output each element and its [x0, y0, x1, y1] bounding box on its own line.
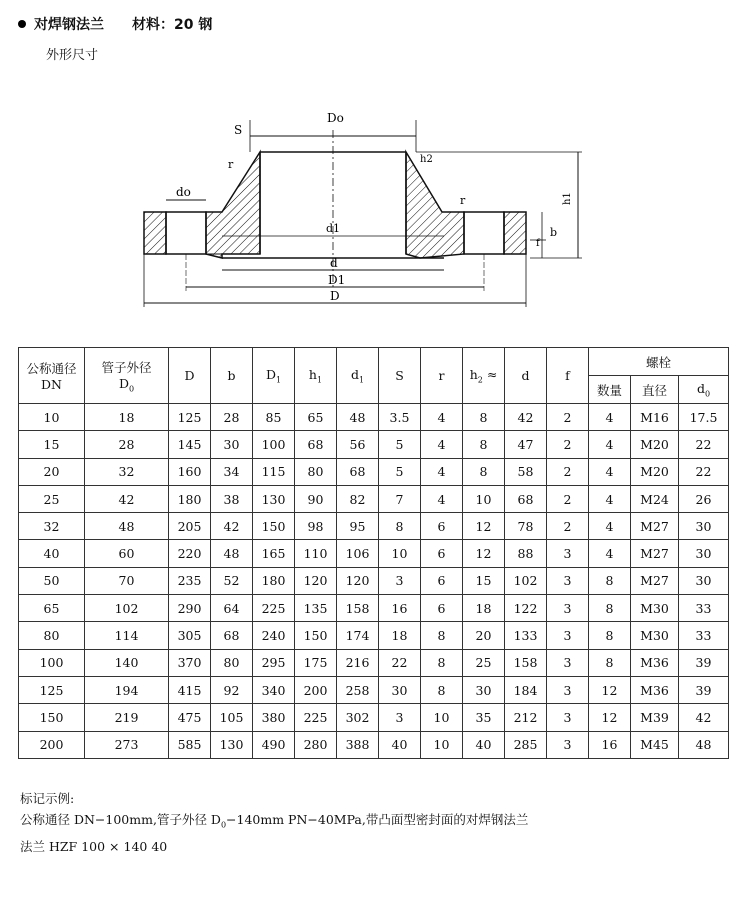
table-cell: 3: [547, 595, 589, 622]
table-cell: 125: [19, 676, 85, 703]
col-d0-header: 管子外径 $D_0$: [85, 348, 169, 404]
table-cell: 30: [463, 676, 505, 703]
table-cell: 30: [679, 567, 729, 594]
table-cell: 105: [211, 704, 253, 731]
table-row: [19, 485, 729, 512]
marking-example: [20, 788, 528, 857]
table-cell: 258: [337, 676, 379, 703]
table-cell: 40: [463, 731, 505, 758]
table-cell: 3: [547, 540, 589, 567]
table-cell: 100: [253, 431, 295, 458]
dimension-table: [18, 347, 729, 759]
table-cell: 10: [463, 485, 505, 512]
table-cell: 180: [253, 567, 295, 594]
table-cell: 200: [295, 676, 337, 703]
table-cell: 5: [379, 431, 421, 458]
table-cell: 4: [421, 458, 463, 485]
label-Do: Do: [327, 111, 344, 125]
col-bolt-d0-header: $d_0$: [679, 376, 729, 404]
table-cell: 8: [421, 622, 463, 649]
table-row: [19, 704, 729, 731]
table-cell: 16: [589, 731, 631, 758]
table-cell: 8: [589, 649, 631, 676]
label-do: do: [176, 185, 191, 199]
table-cell: 8: [379, 513, 421, 540]
table-cell: 6: [421, 567, 463, 594]
table-cell: 140: [85, 649, 169, 676]
table-cell: 6: [421, 540, 463, 567]
table-cell: 70: [85, 567, 169, 594]
section-title: 外形尺寸: [46, 48, 99, 63]
table-cell: 25: [463, 649, 505, 676]
table-cell: 165: [253, 540, 295, 567]
table-cell: 6: [421, 513, 463, 540]
table-cell: 12: [589, 676, 631, 703]
table-cell: 48: [337, 404, 379, 431]
col-h1-header: $h_1$: [295, 348, 337, 404]
table-row: [19, 649, 729, 676]
label-h1: h1: [562, 192, 573, 205]
table-cell: 32: [19, 513, 85, 540]
table-cell: 120: [295, 567, 337, 594]
table-cell: 15: [463, 567, 505, 594]
table-cell: 490: [253, 731, 295, 758]
table-cell: 30: [679, 540, 729, 567]
label-D: D: [330, 289, 340, 303]
table-cell: 216: [337, 649, 379, 676]
right-hub-hatch: [406, 152, 464, 258]
table-cell: 220: [169, 540, 211, 567]
table-row: [19, 540, 729, 567]
table-cell: M45: [631, 731, 679, 758]
table-cell: 4: [421, 485, 463, 512]
table-cell: 10: [421, 704, 463, 731]
table-cell: 40: [19, 540, 85, 567]
col-f-header: f: [547, 348, 589, 404]
table-cell: M30: [631, 622, 679, 649]
table-body: [19, 404, 729, 759]
table-cell: 2: [547, 404, 589, 431]
table-cell: 42: [679, 704, 729, 731]
right-bolt-hole: [464, 212, 504, 254]
col-b-header: b: [211, 348, 253, 404]
table-cell: M20: [631, 458, 679, 485]
table-cell: 3: [547, 731, 589, 758]
col-r-header: r: [421, 348, 463, 404]
table-cell: 42: [211, 513, 253, 540]
table-cell: 8: [589, 622, 631, 649]
table-cell: 145: [169, 431, 211, 458]
table-cell: 68: [295, 431, 337, 458]
table-cell: 22: [679, 458, 729, 485]
label-r-right: r: [460, 194, 466, 207]
table-cell: 102: [85, 595, 169, 622]
table-cell: 205: [169, 513, 211, 540]
table-cell: 8: [421, 676, 463, 703]
notes-line-3: 法兰 HZF 100 × 140 40: [20, 838, 168, 854]
table-cell: 8: [463, 431, 505, 458]
table-cell: 135: [295, 595, 337, 622]
table-cell: 60: [85, 540, 169, 567]
label-d1: d1: [326, 222, 341, 235]
table-cell: 4: [589, 404, 631, 431]
table-cell: 30: [379, 676, 421, 703]
table-cell: 285: [505, 731, 547, 758]
table-cell: 12: [589, 704, 631, 731]
label-S: S: [234, 123, 243, 137]
table-cell: 100: [19, 649, 85, 676]
col-D-header: D: [169, 348, 211, 404]
table-cell: 18: [463, 595, 505, 622]
table-cell: 133: [505, 622, 547, 649]
table-cell: 39: [679, 676, 729, 703]
table-cell: 15: [19, 431, 85, 458]
table-row: [19, 676, 729, 703]
table-cell: 25: [19, 485, 85, 512]
table-cell: 194: [85, 676, 169, 703]
table-cell: 585: [169, 731, 211, 758]
table-cell: 4: [589, 485, 631, 512]
col-dn-header: 公称通径 DN: [19, 348, 85, 404]
table-cell: 90: [295, 485, 337, 512]
table-cell: 68: [211, 622, 253, 649]
table-cell: 114: [85, 622, 169, 649]
table-cell: 115: [253, 458, 295, 485]
table-cell: 4: [589, 540, 631, 567]
table-cell: 8: [589, 595, 631, 622]
left-bolt-hole: [166, 212, 206, 254]
page-header: [18, 14, 212, 34]
table-cell: 38: [211, 485, 253, 512]
table-cell: 380: [253, 704, 295, 731]
table-cell: 26: [679, 485, 729, 512]
table-cell: 42: [505, 404, 547, 431]
table-cell: 56: [337, 431, 379, 458]
table-cell: 17.5: [679, 404, 729, 431]
table-row: [19, 458, 729, 485]
table-cell: 475: [169, 704, 211, 731]
table-cell: 120: [337, 567, 379, 594]
bullet-icon: [18, 20, 26, 28]
table-cell: 4: [589, 431, 631, 458]
table-cell: 6: [421, 595, 463, 622]
table-cell: 3: [379, 704, 421, 731]
table-cell: 2: [547, 485, 589, 512]
table-cell: M20: [631, 431, 679, 458]
table-cell: 82: [337, 485, 379, 512]
table-cell: 32: [85, 458, 169, 485]
table-cell: 125: [169, 404, 211, 431]
table-cell: 295: [253, 649, 295, 676]
label-f: f: [536, 238, 540, 249]
table-cell: 240: [253, 622, 295, 649]
table-cell: 39: [679, 649, 729, 676]
table-cell: 370: [169, 649, 211, 676]
table-cell: 184: [505, 676, 547, 703]
table-cell: 4: [421, 404, 463, 431]
table-cell: 85: [253, 404, 295, 431]
material-label: 材料：20 钢: [132, 17, 213, 33]
table-row: [19, 595, 729, 622]
table-cell: M39: [631, 704, 679, 731]
table-cell: 88: [505, 540, 547, 567]
table-cell: 340: [253, 676, 295, 703]
table-cell: 388: [337, 731, 379, 758]
table-cell: 415: [169, 676, 211, 703]
table-cell: 174: [337, 622, 379, 649]
label-D1: D1: [328, 273, 346, 287]
table-cell: 8: [463, 458, 505, 485]
table-cell: 130: [211, 731, 253, 758]
table-cell: 130: [253, 485, 295, 512]
table-cell: 122: [505, 595, 547, 622]
table-cell: 28: [211, 404, 253, 431]
table-cell: 5: [379, 458, 421, 485]
col-bolt-qty-header: 数量: [589, 376, 631, 404]
table-cell: 12: [463, 513, 505, 540]
table-cell: 22: [379, 649, 421, 676]
table-cell: 2: [547, 513, 589, 540]
table-row: [19, 431, 729, 458]
table-cell: M27: [631, 513, 679, 540]
table-row: [19, 731, 729, 758]
table-cell: 219: [85, 704, 169, 731]
table-cell: 3: [547, 704, 589, 731]
table-cell: 34: [211, 458, 253, 485]
table-cell: 40: [379, 731, 421, 758]
table-cell: 80: [211, 649, 253, 676]
table-cell: 150: [295, 622, 337, 649]
label-h2: h2: [420, 154, 433, 165]
label-r-top: r: [228, 158, 234, 171]
table-cell: 33: [679, 595, 729, 622]
table-cell: 3: [547, 567, 589, 594]
table-cell: 2: [547, 431, 589, 458]
table-cell: 65: [19, 595, 85, 622]
table-cell: 160: [169, 458, 211, 485]
table-cell: 273: [85, 731, 169, 758]
table-cell: 20: [463, 622, 505, 649]
table-cell: 50: [19, 567, 85, 594]
col-d1-header: $d_1$: [337, 348, 379, 404]
table-cell: 225: [295, 704, 337, 731]
table-cell: 110: [295, 540, 337, 567]
col-D1-header: $D_1$: [253, 348, 295, 404]
table-cell: 48: [679, 731, 729, 758]
table-cell: 3: [547, 676, 589, 703]
table-cell: 42: [85, 485, 169, 512]
label-d: d: [330, 256, 338, 270]
table-cell: 20: [19, 458, 85, 485]
notes-heading: 标记示例:: [20, 791, 75, 806]
table-cell: 68: [337, 458, 379, 485]
table-cell: 28: [85, 431, 169, 458]
table-cell: 290: [169, 595, 211, 622]
table-cell: 78: [505, 513, 547, 540]
table-cell: 102: [505, 567, 547, 594]
table-cell: 10: [421, 731, 463, 758]
table-cell: 7: [379, 485, 421, 512]
table-cell: 158: [337, 595, 379, 622]
table-cell: 150: [19, 704, 85, 731]
table-cell: 180: [169, 485, 211, 512]
table-cell: 4: [589, 458, 631, 485]
table-cell: 8: [589, 567, 631, 594]
table-cell: 48: [211, 540, 253, 567]
table-cell: 33: [679, 622, 729, 649]
table-cell: 30: [679, 513, 729, 540]
table-cell: 280: [295, 731, 337, 758]
col-d-header: d: [505, 348, 547, 404]
table-cell: 16: [379, 595, 421, 622]
table-cell: 48: [85, 513, 169, 540]
table-cell: 212: [505, 704, 547, 731]
table-cell: 30: [211, 431, 253, 458]
notes-line-2: 公称通径 DN−100mm,管子外径 $D_0-140mm$ PN−40MPa,带凸面型密封面的对焊钢法兰: [20, 812, 529, 830]
table-cell: M16: [631, 404, 679, 431]
table-cell: 18: [379, 622, 421, 649]
table-cell: M36: [631, 676, 679, 703]
col-S-header: S: [379, 348, 421, 404]
table-cell: 150: [253, 513, 295, 540]
product-title: 对焊钢法兰: [34, 17, 104, 33]
flange-drawing: [130, 100, 590, 320]
table-cell: 8: [463, 404, 505, 431]
table-cell: 64: [211, 595, 253, 622]
table-cell: M30: [631, 595, 679, 622]
table-cell: 305: [169, 622, 211, 649]
table-cell: M27: [631, 567, 679, 594]
table-cell: 175: [295, 649, 337, 676]
table-cell: 2: [547, 458, 589, 485]
table-cell: 95: [337, 513, 379, 540]
table-cell: 80: [19, 622, 85, 649]
table-cell: 65: [295, 404, 337, 431]
table-row: [19, 567, 729, 594]
table-cell: 47: [505, 431, 547, 458]
table-cell: 80: [295, 458, 337, 485]
table-cell: 235: [169, 567, 211, 594]
table-cell: 225: [253, 595, 295, 622]
table-cell: 3.5: [379, 404, 421, 431]
table-cell: 18: [85, 404, 169, 431]
table-cell: 92: [211, 676, 253, 703]
col-bolt-header: 螺栓: [589, 348, 729, 376]
table-cell: M27: [631, 540, 679, 567]
col-h2-header: $h_2$ ≈: [463, 348, 505, 404]
table-cell: 12: [463, 540, 505, 567]
table-cell: 3: [379, 567, 421, 594]
table-cell: 58: [505, 458, 547, 485]
table-cell: 52: [211, 567, 253, 594]
table-cell: M24: [631, 485, 679, 512]
table-cell: 158: [505, 649, 547, 676]
table-cell: 10: [19, 404, 85, 431]
table-cell: 22: [679, 431, 729, 458]
table-cell: 3: [547, 649, 589, 676]
label-b: b: [550, 226, 558, 239]
right-outer-hatch: [504, 212, 526, 254]
table-cell: 4: [589, 513, 631, 540]
table-cell: 98: [295, 513, 337, 540]
table-cell: 10: [379, 540, 421, 567]
table-cell: 35: [463, 704, 505, 731]
table-cell: 8: [421, 649, 463, 676]
table-row: [19, 404, 729, 431]
table-cell: M36: [631, 649, 679, 676]
table-cell: 302: [337, 704, 379, 731]
left-outer-hatch: [144, 212, 166, 254]
table-cell: 106: [337, 540, 379, 567]
table-cell: 4: [421, 431, 463, 458]
table-cell: 68: [505, 485, 547, 512]
table-cell: 200: [19, 731, 85, 758]
table-row: [19, 513, 729, 540]
table-row: [19, 622, 729, 649]
col-bolt-dia-header: 直径: [631, 376, 679, 404]
table-cell: 3: [547, 622, 589, 649]
